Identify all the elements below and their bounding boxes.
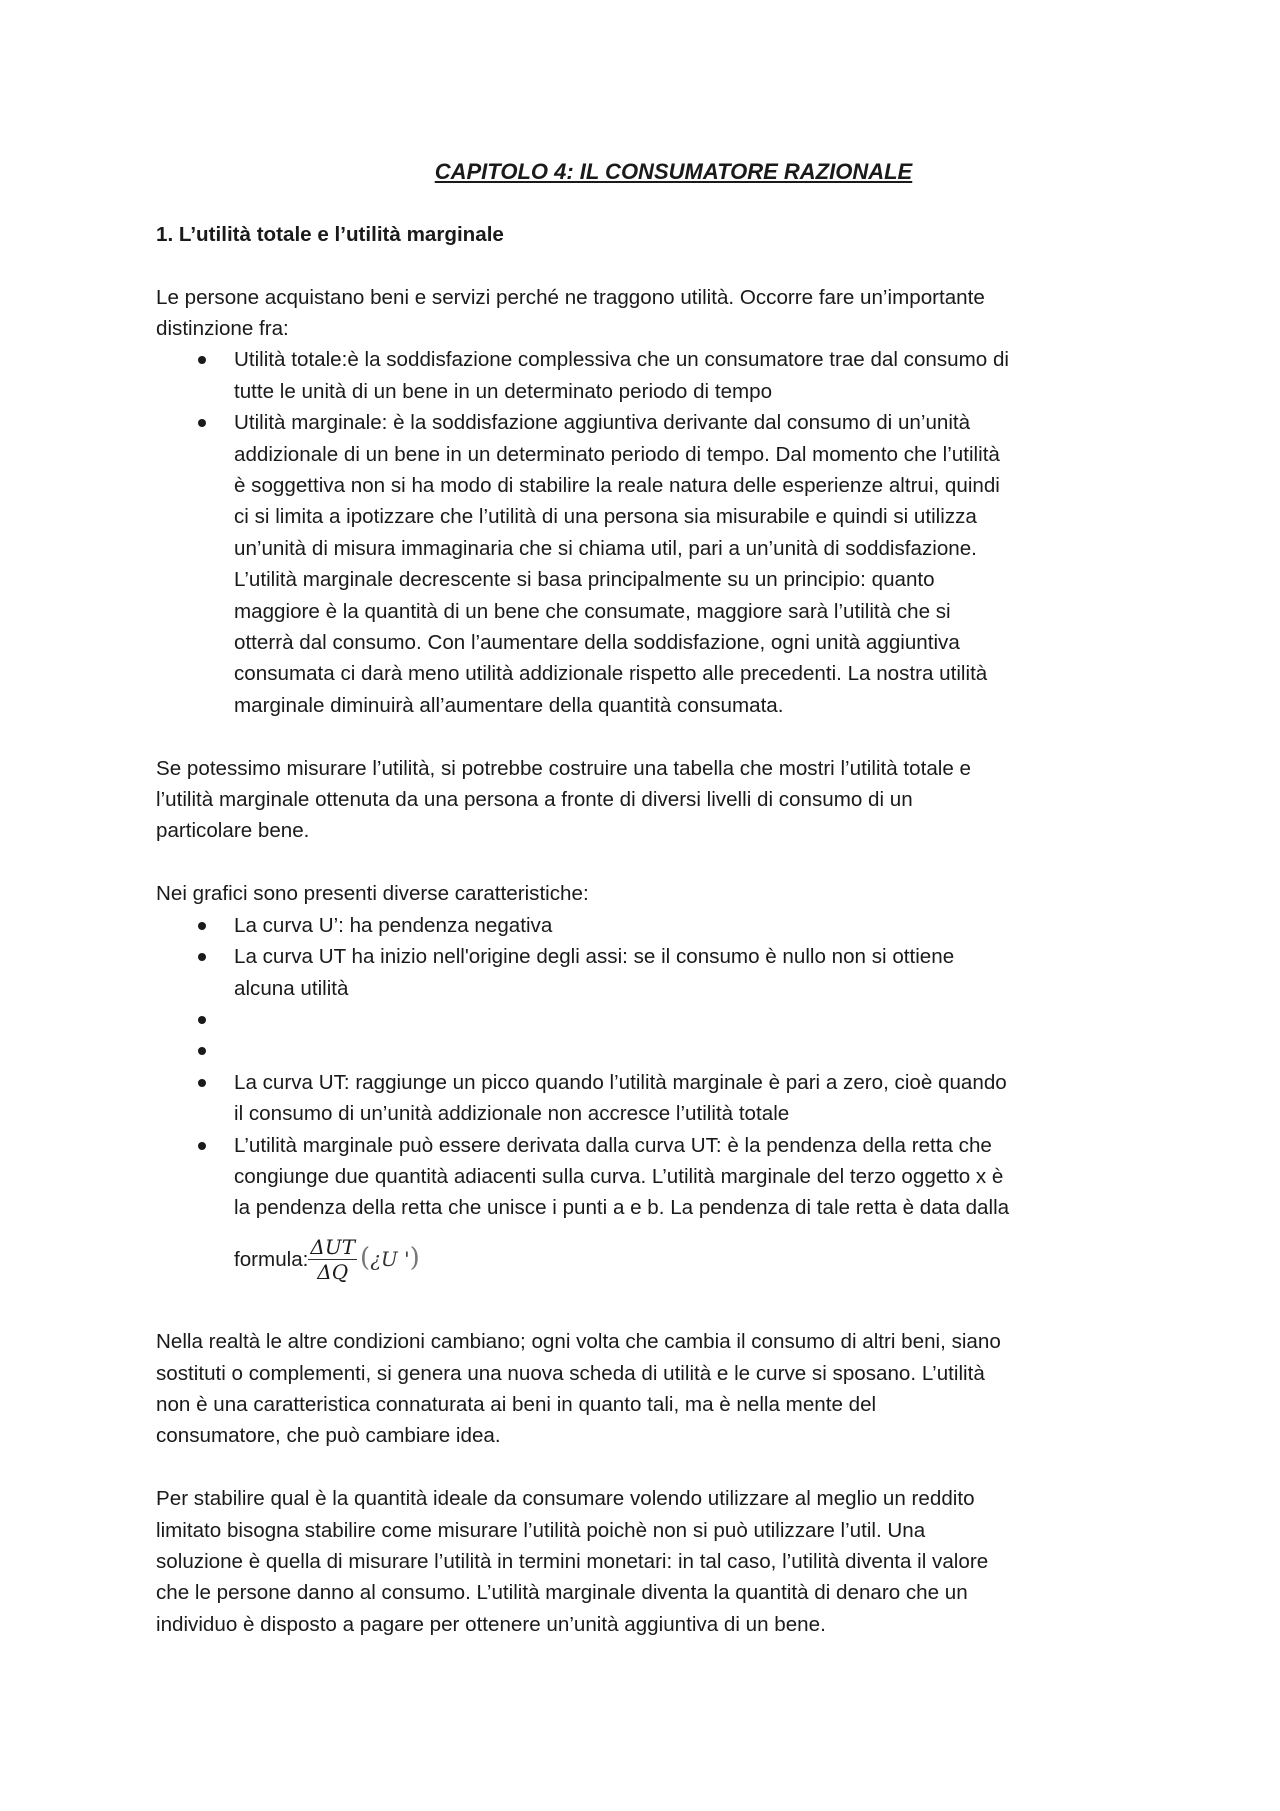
list-item (156, 1067, 1141, 1130)
text-line: Le persone acquistano beni e servizi perché ne traggono utilità. Occorre fare un’importante (156, 285, 985, 309)
formula-row (156, 1224, 1141, 1295)
text-line: alcuna utilità (234, 976, 349, 1000)
text-line: sostituti o complementi, si genera una nuova scheda di utilità e le curve si sposano. L’utilità (156, 1361, 985, 1385)
text-line: consumatore, che può cambiare idea. (156, 1424, 501, 1448)
text-line: individuo è disposto a pagare per ottenere un’unità aggiuntiva di un bene. (156, 1612, 826, 1636)
text-line: L’utilità marginale decrescente si basa principalmente su un principio: quanto (234, 568, 935, 592)
document-page (156, 156, 1141, 1640)
bullet-icon (198, 1016, 206, 1024)
text-line: un’unità di misura immaginaria che si chiama util, pari a un’unità di soddisfazione. (234, 536, 977, 560)
bullet-icon (198, 1079, 206, 1087)
text-line: Nella realtà le altre condizioni cambiano; ogni volta che cambia il consumo di altri beni, siano (156, 1330, 1001, 1354)
text-line: limitato bisogna stabilire come misurare l’utilità poichè non si può utilizzare l’util. Una (156, 1518, 926, 1542)
list-item (156, 910, 1141, 941)
text-line: particolare bene. (156, 819, 310, 843)
text-line: congiunge due quantità adiacenti sulla curva. L’utilità marginale del terzo oggetto x è (234, 1164, 1004, 1188)
text-line: La curva UT ha inizio nell'origine degli assi: se il consumo è nullo non si ottiene (234, 945, 955, 969)
text-line: La curva U’: ha pendenza negativa (234, 913, 553, 937)
list-item (156, 344, 1141, 407)
text-line: tutte le unità di un bene in un determinato periodo di tempo (234, 379, 773, 403)
graph-features-list (156, 910, 1141, 1224)
reality-paragraph (156, 1326, 1141, 1452)
bullet-icon (198, 419, 206, 427)
text-line: l’utilità marginale ottenuta da una persona a fronte di diversi livelli di consumo di un (156, 788, 913, 812)
bullet-icon (198, 1047, 206, 1055)
text-line: è soggettiva non si ha modo di stabilire la reale natura delle esperienze altrui, quindi (234, 474, 1000, 498)
formula-paren (360, 1243, 420, 1275)
fraction (308, 1235, 357, 1284)
intro-paragraph (156, 282, 1141, 345)
text-line: Utilità marginale: è la soddisfazione aggiuntiva derivante dal consumo di un’unità (234, 411, 971, 435)
list-item (156, 1130, 1141, 1224)
bullet-icon (198, 1142, 206, 1150)
table-paragraph (156, 753, 1141, 847)
text-line: consumata ci darà meno utilità addizionale rispetto alle precedenti. La nostra utilità (234, 662, 988, 686)
text-line: La curva UT: raggiunge un picco quando l’utilità marginale è pari a zero, cioè quando (234, 1070, 1007, 1094)
definitions-list (156, 344, 1141, 721)
text-line: L’utilità marginale può essere derivata dalla curva UT: è la pendenza della retta che (234, 1133, 992, 1157)
numerator: ΔUT (310, 1234, 356, 1259)
list-item (156, 1035, 1141, 1066)
text-line: otterrà dal consumo. Con l’aumentare della soddisfazione, ogni unità aggiuntiva (234, 631, 960, 655)
bullet-icon (198, 356, 206, 364)
graphs-intro: Nei grafici sono presenti diverse caratteristiche: (156, 882, 589, 906)
text-line: la pendenza della retta che unisce i punti a e b. La pendenza di tale retta è data dalla (234, 1196, 1010, 1220)
text-line: addizionale di un bene in un determinato periodo di tempo. Dal momento che l’utilità (234, 442, 1000, 466)
paren-open: ( (360, 1243, 371, 1274)
text-line: che le persone danno al consumo. L’utilità marginale diventa la quantità di denaro che un (156, 1581, 968, 1605)
text-line: maggiore è la quantità di un bene che consumate, maggiore sarà l’utilità che si (234, 599, 951, 623)
list-item (156, 1004, 1141, 1035)
paren-content: ¿U ' (370, 1247, 410, 1272)
denominator: ΔQ (317, 1259, 349, 1284)
text-line: il consumo di un’unità addizionale non accresce l’utilità totale (234, 1102, 790, 1126)
list-item (156, 407, 1141, 721)
text-line: Per stabilire qual è la quantità ideale da consumare volendo utilizzare al meglio un reddito (156, 1487, 975, 1511)
text-line: Utilità totale:è la soddisfazione complessiva che un consumatore trae dal consumo di (234, 348, 1009, 372)
text-line: marginale diminuirà all’aumentare della quantità consumata. (234, 693, 784, 717)
text-line: ci si limita a ipotizzare che l’utilità di una persona sia misurabile e quindi si utilizza (234, 505, 977, 529)
text-line: Se potessimo misurare l’utilità, si potrebbe costruire una tabella che mostri l’utilità totale e (156, 756, 971, 780)
text-line: distinzione fra: (156, 317, 289, 340)
paren-close: ) (409, 1243, 420, 1274)
formula-label: formula: (234, 1247, 309, 1271)
section-heading: 1. L’utilità totale e l’utilità marginale (156, 222, 504, 246)
money-paragraph (156, 1483, 1141, 1640)
chapter-title: CAPITOLO 4: IL CONSUMATORE RAZIONALE (434, 159, 913, 184)
text-line: soluzione è quella di misurare l’utilità in termini monetari: in tal caso, l’utilità diventa il valore (156, 1549, 989, 1573)
text-line: non è una caratteristica connaturata ai beni in quanto tali, ma è nella mente del (156, 1392, 877, 1416)
bullet-icon (198, 922, 206, 930)
list-item (156, 941, 1141, 1004)
bullet-icon (198, 953, 206, 961)
